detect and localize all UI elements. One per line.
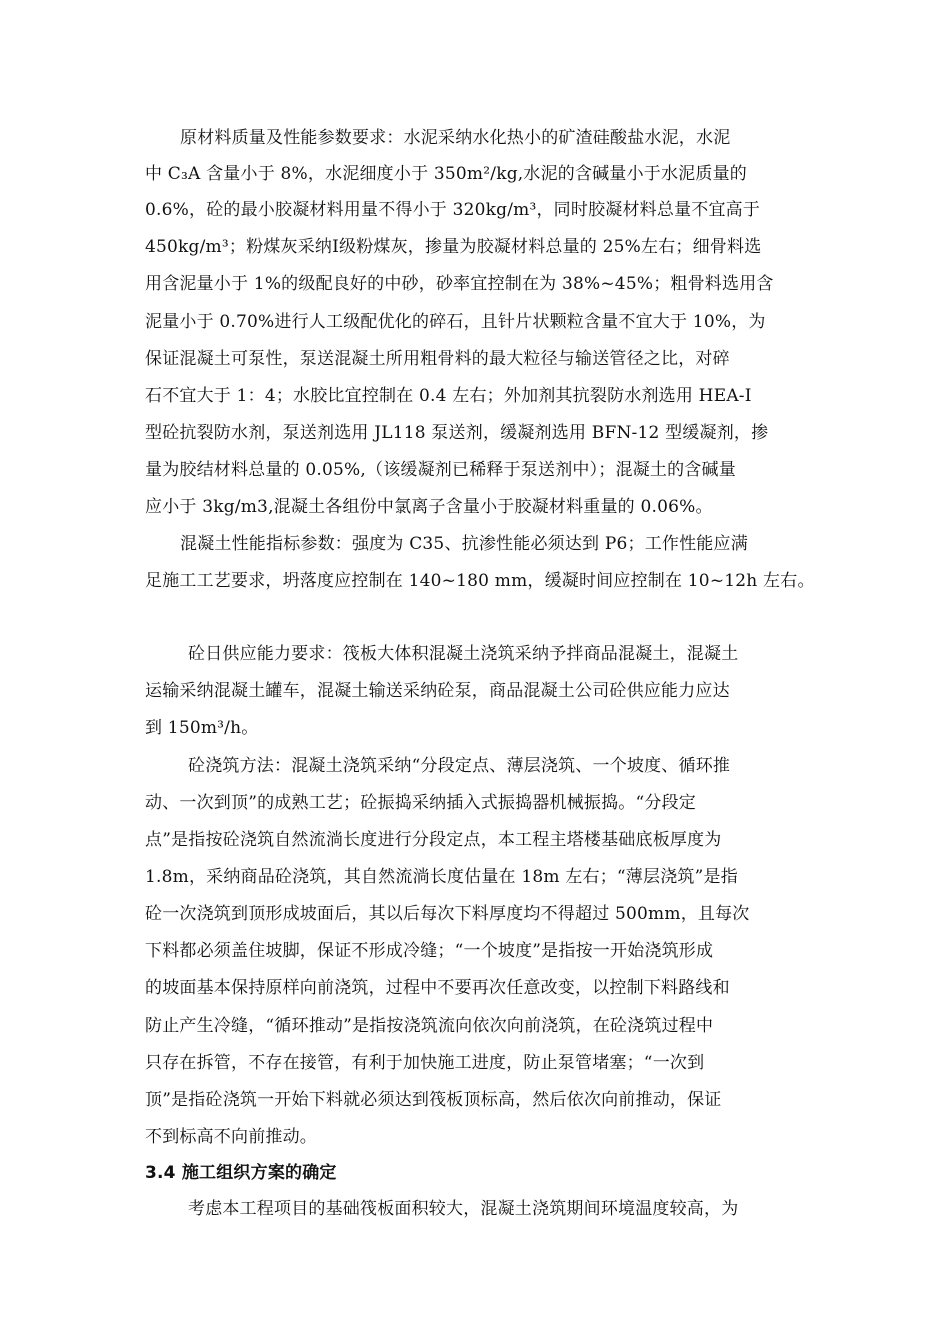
paragraph-line: 考虑本工程项目的基础筏板面积较大，混凝土浇筑期间环境温度较高，为 (188, 1199, 739, 1219)
paragraph-line: 1.8m，采纳商品砼浇筑，其自然流淌长度估量在 18m 左右；“薄层浇筑”是指 (145, 867, 738, 887)
paragraph-line: 点”是指按砼浇筑自然流淌长度进行分段定点，本工程主塔楼基础底板厚度为 (145, 830, 722, 850)
paragraph-line: 原材料质量及性能参数要求：水泥采纳水化热小的矿渣硅酸盐水泥，水泥 (180, 128, 731, 148)
paragraph-line: 运输采纳混凝土罐车，混凝土输送采纳砼泵，商品混凝土公司砼供应能力应达 (145, 681, 730, 701)
paragraph-line: 到 150m³/h。 (145, 718, 259, 738)
paragraph-line: 泥量小于 0.70%进行人工级配优化的碎石，且针片状颗粒含量不宜大于 10%，为 (145, 312, 766, 332)
paragraph-line: 保证混凝土可泵性，泵送混凝土所用粗骨料的最大粒径与输送管径之比，对碎 (145, 349, 730, 369)
paragraph-line: 中 C₃A 含量小于 8%，水泥细度小于 350m²/kg,水泥的含碱量小于水泥质量的 (145, 164, 747, 184)
paragraph-line: 混凝土性能指标参数：强度为 C35、抗渗性能必须达到 P6；工作性能应满 (180, 534, 748, 554)
paragraph-line: 石不宜大于 1：4；水胶比宜控制在 0.4 左右；外加剂其抗裂防水剂选用 HEA-Ⅰ (145, 386, 752, 406)
paragraph-line: 450kg/m³；粉煤灰采纳Ⅰ级粉煤灰，掺量为胶凝材料总量的 25%左右；细骨料选 (145, 237, 762, 257)
paragraph-line: 下料都必须盖住坡脚，保证不形成冷缝；“一个坡度”是指按一开始浇筑形成 (145, 941, 714, 961)
paragraph-line: 只存在拆管，不存在接管，有利于加快施工进度，防止泵管堵塞；“一次到 (145, 1053, 705, 1073)
paragraph-line: 不到标高不向前推动。 (145, 1127, 317, 1147)
section-heading: 3.4 施工组织方案的确定 (145, 1163, 337, 1183)
paragraph-line: 的坡面基本保持原样向前浇筑，过程中不要再次任意改变，以控制下料路线和 (145, 978, 730, 998)
paragraph-line: 砼浇筑方法：混凝土浇筑采纳“分段定点、薄层浇筑、一个坡度、循环推 (188, 756, 731, 776)
paragraph-line: 足施工工艺要求，坍落度应控制在 140~180 mm，缓凝时间应控制在 10~12h 左右。 (145, 571, 815, 591)
paragraph-line: 砼日供应能力要求：筏板大体积混凝土浇筑采纳予拌商品混凝土，混凝土 (188, 644, 739, 664)
paragraph-line: 0.6%，砼的最小胶凝材料用量不得小于 320kg/m³，同时胶凝材料总量不宜高于 (145, 200, 761, 220)
paragraph-line: 用含泥量小于 1%的级配良好的中砂，砂率宜控制在为 38%~45%；粗骨料选用含 (145, 274, 774, 294)
paragraph-line: 顶”是指砼浇筑一开始下料就必须达到筏板顶标高，然后依次向前推动，保证 (145, 1090, 722, 1110)
paragraph-line: 型砼抗裂防水剂，泵送剂选用 JL118 泵送剂，缓凝剂选用 BFN-12 型缓凝剂，掺 (145, 423, 769, 443)
paragraph-line: 砼一次浇筑到顶形成坡面后，其以后每次下料厚度均不得超过 500mm，且每次 (145, 904, 750, 924)
paragraph-line: 动、一次到顶”的成熟工艺；砼振捣采纳插入式振捣器机械振捣。“分段定 (145, 793, 696, 813)
paragraph-line: 应小于 3kg/m3,混凝土各组份中氯离子含量小于胶凝材料重量的 0.06%。 (145, 497, 713, 517)
paragraph-line: 量为胶结材料总量的 0.05%,（该缓凝剂已稀释于泵送剂中）；混凝土的含碱量 (145, 460, 736, 480)
paragraph-line: 防止产生冷缝，“循环推动”是指按浇筑流向依次向前浇筑，在砼浇筑过程中 (145, 1016, 714, 1036)
